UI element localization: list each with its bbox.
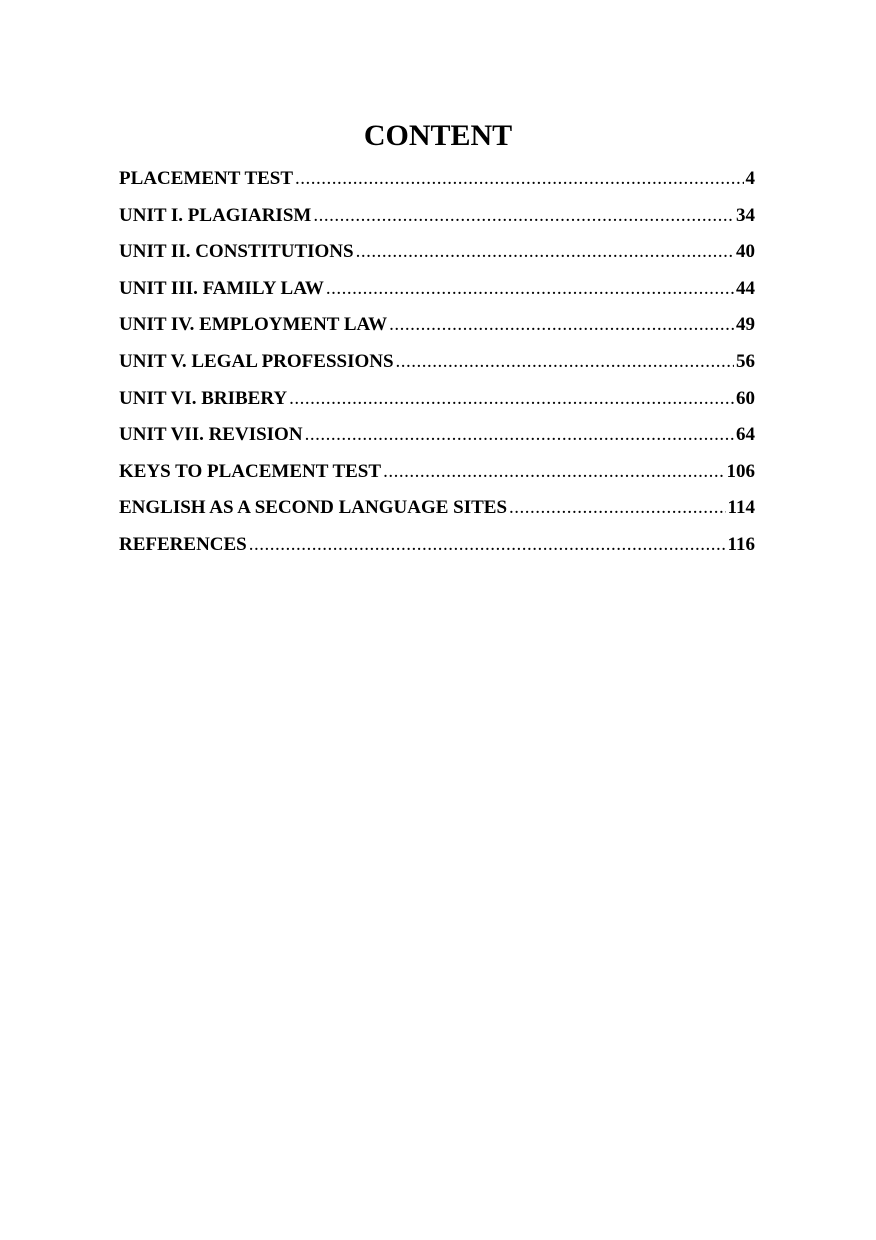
- toc-dot-leader: [356, 237, 734, 267]
- toc-dot-leader: [249, 530, 726, 560]
- toc-entry-placement-test: [119, 164, 755, 201]
- toc-dot-leader: [383, 457, 724, 487]
- toc-entry-label: UNIT IV. EMPLOYMENT LAW: [119, 314, 388, 336]
- toc-entry-label: UNIT VI. BRIBERY: [119, 387, 288, 409]
- toc-page-number: 56: [736, 350, 755, 372]
- toc-page-number: 60: [736, 387, 755, 409]
- toc-entry-esl-sites: [119, 493, 755, 530]
- page-title: CONTENT: [363, 119, 513, 152]
- toc-entry-label: PLACEMENT TEST: [119, 168, 294, 189]
- toc-dot-leader: [509, 493, 726, 523]
- toc-page-number: 4: [745, 168, 755, 189]
- toc-entry-unit-6: [119, 384, 755, 421]
- toc-entry-unit-1: [119, 201, 755, 238]
- toc-dot-leader: [389, 310, 734, 340]
- toc-entry-unit-2: [119, 237, 755, 274]
- toc-entry-label: UNIT III. FAMILY LAW: [119, 277, 324, 299]
- toc-dot-leader: [326, 274, 734, 304]
- toc-entry-keys: [119, 457, 755, 494]
- toc-page-number: 49: [736, 314, 755, 336]
- toc-dot-leader: [305, 420, 734, 450]
- toc-entry-label: ENGLISH AS A SECOND LANGUAGE SITES: [119, 497, 508, 519]
- toc-entry-label: KEYS TO PLACEMENT TEST: [119, 460, 382, 482]
- toc-page-number: 64: [736, 424, 755, 446]
- toc-entry-unit-5: [119, 347, 755, 384]
- toc-dot-leader: [396, 347, 734, 377]
- toc-dot-leader: [289, 384, 734, 414]
- toc-page-number: 44: [736, 277, 755, 299]
- toc-dot-leader: [313, 201, 734, 231]
- toc-entry-label: REFERENCES: [119, 533, 247, 555]
- toc-entry-references: [119, 530, 755, 567]
- toc-page-number: 40: [736, 241, 755, 263]
- toc-page-number: 106: [726, 460, 755, 482]
- toc-page-number: 114: [727, 497, 755, 519]
- toc-page-number: 116: [727, 533, 755, 555]
- toc-dot-leader: [295, 164, 743, 194]
- toc-entry-label: UNIT I. PLAGIARISM: [119, 204, 312, 226]
- toc-entry-label: UNIT II. CONSTITUTIONS: [119, 241, 354, 263]
- table-of-contents: [119, 164, 755, 567]
- toc-entry-unit-4: [119, 310, 755, 347]
- toc-entry-unit-3: [119, 274, 755, 311]
- toc-entry-unit-7: [119, 420, 755, 457]
- toc-entry-label: UNIT VII. REVISION: [119, 424, 303, 446]
- toc-entry-label: UNIT V. LEGAL PROFESSIONS: [119, 350, 394, 372]
- toc-page-number: 34: [736, 204, 755, 226]
